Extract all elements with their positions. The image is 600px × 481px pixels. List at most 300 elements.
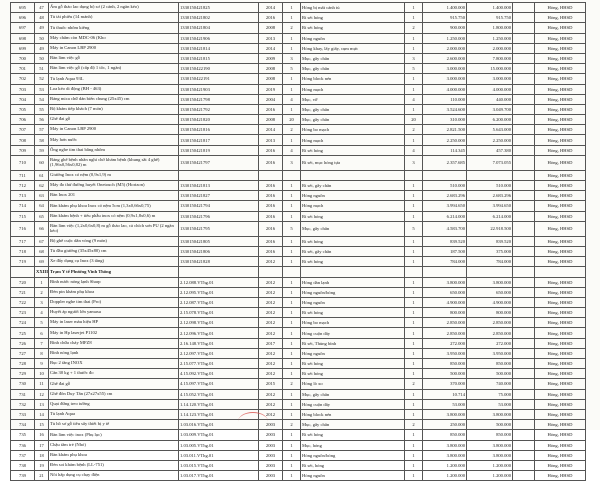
table-cell: 1 [405, 338, 423, 348]
table-cell: 784.000 [423, 257, 467, 267]
table-cell: 2.16.148.VThg.01 [179, 338, 259, 348]
table-cell: 724 [11, 318, 35, 328]
table-cell: Tủ hồ sơ gỗ tiêu sấy thiết bị y tế [49, 420, 179, 430]
table-cell: 510.000 [467, 181, 513, 191]
table-cell: 4.000.000 [423, 84, 467, 94]
table-cell: Xe đẩy dụng cụ Inox (3 tầng) [49, 257, 179, 267]
table-cell: Bình nóng lạnh [49, 348, 179, 358]
table-cell: 3.800.000 [423, 450, 467, 460]
table-cell: 1 [283, 318, 301, 328]
table-cell: Hỏng, HHSD [535, 277, 586, 287]
table-cell: Tủ lạnh Aqua 93L [49, 74, 179, 84]
table-cell: 5.643.000 [467, 125, 513, 135]
table-cell: 915.750 [423, 13, 467, 23]
table-cell: 2016 [259, 201, 283, 211]
table-cell: 4 [35, 308, 49, 318]
table-cell: Rỉ sét, hỏng [301, 460, 405, 470]
table-cell: Ghế đai gỗ [49, 115, 179, 125]
table-cell: 2016 [259, 104, 283, 114]
table-cell: 3 [405, 53, 423, 63]
table-cell [179, 267, 259, 277]
table-cell: Hỏng, HHSD [535, 181, 586, 191]
table-cell: 6.214.000 [467, 211, 513, 221]
table-cell: 1 [283, 257, 301, 267]
table-cell: 730 [11, 379, 35, 389]
table-cell: 21 [35, 471, 49, 481]
table-cell: 850.000 [423, 430, 467, 440]
table-cell: 3.800.000 [423, 440, 467, 450]
table-cell [513, 328, 535, 338]
table-cell: 67 [35, 236, 49, 246]
table-cell: 2 [283, 125, 301, 135]
table-cell: 1 [405, 13, 423, 23]
table-cell: Rỉ sét hỏng [301, 23, 405, 33]
table-cell: 22.918.500 [467, 221, 513, 236]
table-cell: Hỏng, HHSD [535, 53, 586, 63]
table-cell: 696 [11, 13, 35, 23]
table-cell: 15 [35, 420, 49, 430]
table-cell: Hỏng, HHSD [535, 369, 586, 379]
table-cell: 69 [35, 257, 49, 267]
table-cell: Giường Inox có nệm (0,9x1,9) m [49, 170, 179, 180]
table-cell: 10 [35, 369, 49, 379]
table-cell: 2009 [259, 53, 283, 63]
table-cell: 729 [11, 369, 35, 379]
table-cell: 699 [11, 43, 35, 53]
table-cell: 1.250.000 [467, 33, 513, 43]
table-cell: 717 [11, 236, 35, 246]
table-cell: 1330150421827 [179, 191, 259, 201]
table-cell [513, 3, 535, 13]
table-cell: 1 [283, 308, 301, 318]
table-cell: 3.000.000 [423, 64, 467, 74]
table-cell: 3 [283, 53, 301, 63]
table-cell: Hỏng, HHSD [535, 23, 586, 33]
table-cell: Tủ thuốc nhôm kiếng [49, 23, 179, 33]
table-cell: 2016 [259, 236, 283, 246]
table-cell: 1330150421817 [179, 135, 259, 145]
table-cell: 250.000 [423, 420, 467, 430]
table-cell: 2015 [259, 379, 283, 389]
table-cell: Bộ khám tiếp khách (7 món) [49, 104, 179, 114]
table-cell [513, 104, 535, 114]
table-cell: 1330150421813 [179, 181, 259, 191]
table-cell: 850.000 [467, 430, 513, 440]
table-cell: 2014 [259, 43, 283, 53]
table-cell: Hỏng, HHSD [535, 246, 586, 256]
table-cell: 2016 [259, 181, 283, 191]
table-cell: 1.400.000 [467, 3, 513, 13]
table-cell [513, 94, 535, 104]
table-cell: 1330150421805 [179, 236, 259, 246]
table-cell: 713 [11, 191, 35, 201]
table-cell: 2.250.000 [467, 135, 513, 145]
table-cell: 2004 [259, 94, 283, 104]
table-row [11, 13, 586, 23]
table-cell: 2.12.098.VThg.01 [179, 318, 259, 328]
table-cell: 704 [11, 94, 35, 104]
table-cell: 50 [35, 53, 49, 63]
table-cell: 2 [405, 379, 423, 389]
table-cell: Rỉ sét hỏng [301, 359, 405, 369]
table-cell: Hỏng, HHSD [535, 328, 586, 338]
table-cell [259, 170, 283, 180]
table-cell: 19 [35, 460, 49, 470]
table-cell: 55 [35, 104, 49, 114]
table-row [11, 369, 586, 379]
table-cell: 1 [35, 277, 49, 287]
table-cell: 2019 [259, 84, 283, 94]
table-cell: 702 [11, 74, 35, 84]
table-cell: 14 [35, 409, 49, 419]
table-cell [467, 170, 513, 180]
table-cell: 723 [11, 308, 35, 318]
table-row [11, 145, 586, 155]
table-cell: 710 [11, 155, 35, 170]
table-cell: 1330150421792 [179, 104, 259, 114]
table-cell: 3.800.000 [467, 440, 513, 450]
table-cell: 2.15.077.VThg.01 [179, 359, 259, 369]
table-cell: 1 [283, 135, 301, 145]
table-cell: 1 [405, 430, 423, 440]
stamp-mark [238, 412, 268, 431]
table-cell: 721 [11, 287, 35, 297]
table-cell: 1 [283, 191, 301, 201]
table-row [11, 460, 586, 470]
table-cell: 1 [405, 135, 423, 145]
table-row [11, 74, 586, 84]
table-cell: Hỏng, HHSD [535, 348, 586, 358]
table-cell: 732 [11, 399, 35, 409]
table-cell: 800.000 [423, 308, 467, 318]
table-cell: 1 [283, 13, 301, 23]
table-cell: Hỏng block nén [301, 74, 405, 84]
table-cell: Hỏng, HHSD [535, 135, 586, 145]
table-cell: 1330150421820 [179, 115, 259, 125]
table-cell: 2.683.296 [423, 191, 467, 201]
table-cell: 1 [405, 297, 423, 307]
table-cell: 703 [11, 84, 35, 94]
table-cell: Rỉ sét hỏng [301, 257, 405, 267]
table-cell: 1 [283, 277, 301, 287]
table-cell [423, 170, 467, 180]
table-cell: 727 [11, 348, 35, 358]
table-cell: Hỏng, HHSD [535, 389, 586, 399]
table-cell: Hỏng, HHSD [535, 236, 586, 246]
table-cell: Mục, gãy chân [301, 104, 405, 114]
table-cell: Hỏng, HHSD [535, 170, 586, 180]
table-row [11, 379, 586, 389]
table-cell: 706 [11, 115, 35, 125]
table-cell: 1 [405, 440, 423, 450]
table-cell: Ghế đôn Duy Tân (27x27x55) cm [49, 389, 179, 399]
table-cell: 1 [405, 43, 423, 53]
table-cell [513, 460, 535, 470]
table-cell: 3.000.000 [467, 74, 513, 84]
table-row [11, 211, 586, 221]
table-cell: 114.345 [423, 145, 467, 155]
table-cell: 2008 [259, 64, 283, 74]
table-cell: Hỏng, HHSD [535, 399, 586, 409]
table-cell: 2003 [259, 450, 283, 460]
table-cell: 12 [35, 389, 49, 399]
table-cell: 2 [405, 125, 423, 135]
table-cell: 1.03.009.VThg.01 [179, 430, 259, 440]
table-cell: Bảng ghế bệnh nhân nghỉ chờ khám bệnh (khung sắt 4 ghế) (1,96x0,56x0,82) m [49, 155, 179, 170]
table-cell [513, 308, 535, 318]
table-cell [513, 23, 535, 33]
table-cell: Rỉ sét hỏng [301, 308, 405, 318]
table-cell: Mục, gãy chân [301, 221, 405, 236]
table-cell: 716 [11, 221, 35, 236]
table-cell: 8 [35, 348, 49, 358]
table-cell: 20 [283, 115, 301, 125]
table-cell: Bục 2 tầng INOX [49, 359, 179, 369]
table-cell: 2008 [259, 115, 283, 125]
table-cell: 59 [35, 145, 49, 155]
table-cell: Hỏng mạch [301, 84, 405, 94]
table-cell: 707 [11, 125, 35, 135]
table-cell: Hỏng bo mạch [301, 318, 405, 328]
table-cell [513, 221, 535, 236]
table-cell: 1330150421815 [179, 53, 259, 63]
table-cell: 900.000 [423, 23, 467, 33]
table-cell: Hỏng nguồn [301, 471, 405, 481]
table-cell: Bàn làm việc (1,2x0,6x0,8) m gỗ thảo lao, cả chích sơn PU (2 ngăn kéo) [49, 221, 179, 236]
table-cell: 735 [11, 430, 35, 440]
table-row [11, 181, 586, 191]
table-cell: 1 [405, 74, 423, 84]
table-cell: 697 [11, 23, 35, 33]
table-cell: 2 [283, 420, 301, 430]
table-cell: 272.000 [423, 338, 467, 348]
table-cell: 4 [405, 145, 423, 155]
table-cell: Hỏng, HHSD [535, 94, 586, 104]
table-cell: 1 [405, 181, 423, 191]
table-cell: 736 [11, 440, 35, 450]
table-cell: 1330150421796 [179, 211, 259, 221]
table-cell: 50 [35, 33, 49, 43]
table-cell: 3 [283, 155, 301, 170]
table-cell: 3.994.650 [423, 201, 467, 211]
table-cell: 1 [283, 328, 301, 338]
table-cell: Hỏng nguồn/bóng [301, 287, 405, 297]
table-cell: 1330150421802 [179, 13, 259, 23]
table-cell: 3.950.000 [423, 348, 467, 358]
table-row [11, 338, 586, 348]
table-cell: Rỉ sét, Thủng bình [301, 338, 405, 348]
table-cell [513, 420, 535, 430]
table-cell: 1 [283, 211, 301, 221]
table-cell: 1 [405, 389, 423, 399]
table-cell: 5 [283, 221, 301, 236]
table-row [11, 297, 586, 307]
table-cell: 4.15.097.VThg.01 [179, 379, 259, 389]
table-cell: 2.15.078.VThg.01 [179, 308, 259, 318]
table-cell [405, 170, 423, 180]
table-cell: Hỏng nguồn [301, 297, 405, 307]
table-cell [513, 369, 535, 379]
table-cell: 7.073.055 [467, 155, 513, 170]
table-cell: 49 [35, 23, 49, 33]
table-cell: 75.000 [467, 389, 513, 399]
table-cell: 1 [405, 236, 423, 246]
table-cell: 650.000 [423, 287, 467, 297]
table-cell: Rỉ sét hỏng [301, 236, 405, 246]
table-cell: Hỏng, HHSD [535, 221, 586, 236]
table-cell: 1330150422190 [179, 64, 259, 74]
table-row [11, 170, 586, 180]
table-cell: 2.821.500 [423, 125, 467, 135]
table-cell: 1 [405, 328, 423, 338]
table-cell: Máy hơn nước [49, 135, 179, 145]
table-cell: 1 [405, 318, 423, 328]
table-cell: Rỉ sét, gãy chân [301, 246, 405, 256]
table-cell: Hỏng, HHSD [535, 13, 586, 23]
table-cell: Bàn làm việc inox (Phụ lục) [49, 430, 179, 440]
table-cell: 1.14.120.VThg.01 [179, 399, 259, 409]
table-row [11, 84, 586, 94]
table-cell: Hỏng, HHSD [535, 440, 586, 450]
table-cell: 1.03.005.VThg.01 [179, 440, 259, 450]
table-cell: 1 [283, 287, 301, 297]
table-cell [405, 267, 423, 277]
table-cell: Bình nước nóng lạnh Sharp [49, 277, 179, 287]
table-cell: 2.12.096.VThg.01 [179, 328, 259, 338]
table-cell: 6 [35, 328, 49, 338]
table-cell: 2016 [259, 221, 283, 236]
table-cell: 3.049.700 [467, 104, 513, 114]
table-cell [535, 267, 586, 277]
table-row [11, 420, 586, 430]
table-cell: 1330150421797 [179, 155, 259, 170]
table-cell: 2003 [259, 430, 283, 440]
table-cell: 4 [405, 94, 423, 104]
table-cell: 712 [11, 181, 35, 191]
table-cell: 738 [11, 460, 35, 470]
table-cell: 4.583.700 [423, 221, 467, 236]
table-cell [513, 84, 535, 94]
table-cell: 1 [283, 450, 301, 460]
table-cell: 1.800.000 [467, 23, 513, 33]
table-cell: 2003 [259, 460, 283, 470]
table-cell [513, 201, 535, 211]
table-cell: 1.14.123.VThg.01 [179, 409, 259, 419]
table-cell: Hỏng, HHSD [535, 201, 586, 211]
table-cell: 52 [35, 74, 49, 84]
table-cell: 500.000 [467, 420, 513, 430]
table-cell [513, 13, 535, 23]
table-cell: Hỏng cuộn dây [301, 328, 405, 338]
table-cell: 739 [11, 471, 35, 481]
table-cell [513, 267, 535, 277]
table-cell: Ấm gỗ thảo lao dụng bộ sơ (2 cánh, 2 ngăn kéo) [49, 3, 179, 13]
table-cell: 51 [35, 64, 49, 74]
table-cell: 737 [11, 450, 35, 460]
table-cell: Hỏng, HHSD [535, 450, 586, 460]
table-row [11, 257, 586, 267]
table-cell: 4.000.000 [467, 84, 513, 94]
table-cell: 1.03.011.VThg.01 [179, 450, 259, 460]
table-cell: 839.520 [467, 236, 513, 246]
table-cell: 440.000 [467, 94, 513, 104]
table-cell: 1 [405, 246, 423, 256]
table-cell: 2.000.000 [467, 43, 513, 53]
table-row [11, 308, 586, 318]
table-cell: 1 [283, 33, 301, 43]
table-cell: 1 [405, 399, 423, 409]
table-cell: 2.12.088.VThg.01 [179, 277, 259, 287]
table-cell: Tủ đầu giường (35x45x80) cm [49, 246, 179, 256]
table-cell: 722 [11, 297, 35, 307]
table-cell: 2 [283, 379, 301, 389]
table-cell: Hỏng nguồn/bóng [301, 450, 405, 460]
table-cell: 1 [283, 389, 301, 399]
table-cell [179, 170, 259, 180]
table-cell: 1 [283, 297, 301, 307]
table-row [11, 155, 586, 170]
table-cell: 5 [283, 64, 301, 74]
table-cell: 6.200.000 [467, 115, 513, 125]
table-cell [283, 267, 301, 277]
table-cell [11, 267, 35, 277]
table-cell: 2017 [259, 338, 283, 348]
table-row [11, 471, 586, 481]
table-cell: 5 [35, 318, 49, 328]
table-cell: Hỏng, HHSD [535, 420, 586, 430]
table-cell: Hỏng lò xo [301, 379, 405, 389]
table-cell: Trạm Y tế Phường Vĩnh Thông [49, 267, 179, 277]
table-cell: 1 [283, 74, 301, 84]
table-cell: 1330150421819 [179, 145, 259, 155]
table-cell: Hỏng, HHSD [535, 84, 586, 94]
table-cell: 9 [35, 359, 49, 369]
table-cell: Rỉ sét hỏng [301, 13, 405, 23]
table-cell: Mục, gãy chân [301, 420, 405, 430]
table-cell: 310.000 [423, 115, 467, 125]
table-cell: Hỏng mạch [301, 201, 405, 211]
table-cell: 1.200.000 [467, 471, 513, 481]
table-cell: 1 [283, 181, 301, 191]
table-cell: 5 [405, 64, 423, 74]
table-cell: 2 [405, 23, 423, 33]
table-cell: 1330150421828 [179, 257, 259, 267]
table-cell: Hỏng, HHSD [535, 460, 586, 470]
table-cell: 1 [283, 430, 301, 440]
table-cell: 1 [405, 287, 423, 297]
table-cell: 1330150421804 [179, 23, 259, 33]
table-cell: 3 [35, 297, 49, 307]
table-cell: 2.12.097.VThg.01 [179, 348, 259, 358]
table-cell: Hỏng, HHSD [535, 287, 586, 297]
table-cell: 2012 [259, 389, 283, 399]
table-cell: Mục, vỡ [301, 94, 405, 104]
table-cell: 711 [11, 170, 35, 180]
table-cell: 1330150422191 [179, 74, 259, 84]
table-cell: 715 [11, 211, 35, 221]
table-cell: 457.380 [467, 145, 513, 155]
table-cell: 1330150421814 [179, 43, 259, 53]
table-cell: 68 [35, 246, 49, 256]
table-cell: 1330150421795 [179, 221, 259, 236]
table-cell: 47 [35, 3, 49, 13]
table-cell: 2012 [259, 399, 283, 409]
table-cell: 1.03.016.VThg.01 [179, 420, 259, 430]
table-cell: 1 [283, 359, 301, 369]
table-cell: 728 [11, 359, 35, 369]
table-row [11, 246, 586, 256]
table-cell: 734 [11, 420, 35, 430]
